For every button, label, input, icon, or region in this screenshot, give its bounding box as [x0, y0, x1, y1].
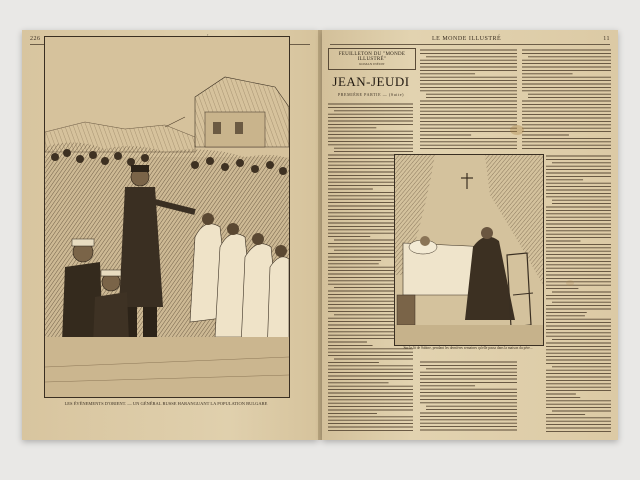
part-label: PREMIÈRE PARTIE — (Suite): [337, 92, 405, 97]
right-running-head: [330, 36, 610, 45]
text-column-3-top: [522, 48, 612, 150]
text-lines-4: [420, 360, 518, 434]
text-lines-2: [420, 48, 518, 150]
feuilleton-header: [328, 48, 416, 70]
foxing-stain: [510, 125, 524, 135]
right-header-title: LE MONDE ILLUSTRÉ: [432, 36, 502, 42]
deathbed-illustration: [394, 154, 544, 346]
feuilleton-title: FEUILLETON DU "MONDE ILLUSTRÉ": [338, 52, 406, 62]
text-lines-3: [522, 48, 612, 150]
left-page-number: 226: [30, 36, 41, 42]
text-lines-5: [546, 154, 612, 434]
right-page: [322, 30, 618, 440]
text-column-3-bottom: [546, 154, 612, 434]
crowd-engraving: [44, 36, 290, 398]
engraving-caption: LES ÉVÈNEMENTS D'ORIENT. — UN GÉNÉRAL RUSSE HARANGUANT LA POPULATION BULGARE: [64, 401, 268, 406]
illustration-caption: Sur le lit de Sabine, pendant les dernières semaines qu'elle passa dans la maison du père...: [403, 346, 533, 350]
feuilleton-subtitle: ROMAN INÉDIT: [359, 62, 385, 66]
crowd-engraving-art: [45, 37, 289, 397]
text-column-2-bottom: [420, 360, 518, 434]
story-title: JEAN-JEUDI: [332, 74, 410, 89]
deathbed-illustration-art: [395, 155, 543, 345]
text-column-2-top: [420, 48, 518, 150]
foxing-stain-small: [566, 280, 574, 286]
right-page-number: 11: [603, 36, 610, 42]
